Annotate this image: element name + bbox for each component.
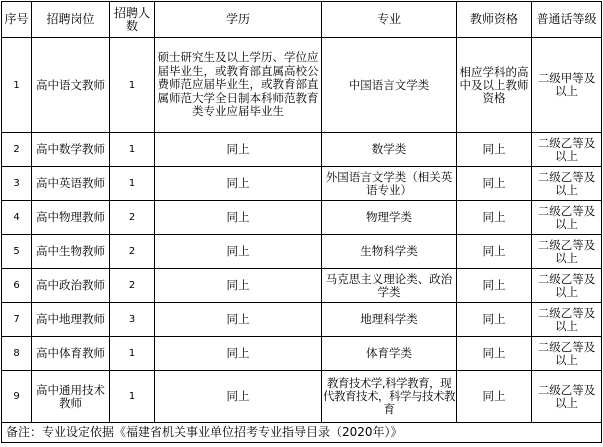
cell-education: 同上 [155,167,322,201]
cell-mandarin: 二级乙等及以上 [532,133,602,167]
header-row [2,2,602,38]
cell-position: 高中通用技术教师 [32,371,110,423]
header-position: 招聘岗位 [32,2,110,38]
cell-seq: 3 [2,167,32,201]
cell-position: 高中生物教师 [32,235,110,269]
cell-qualification: 同上 [457,133,532,167]
cell-qualification: 同上 [457,269,532,303]
note-row [2,423,602,443]
cell-position: 高中语文教师 [32,38,110,133]
cell-major: 体育学类 [322,337,457,371]
header-seq: 序号 [2,2,32,38]
cell-count: 1 [110,371,155,423]
cell-seq: 5 [2,235,32,269]
cell-qualification: 同上 [457,337,532,371]
cell-count: 2 [110,269,155,303]
cell-qualification: 同上 [457,201,532,235]
header-qualification: 教师资格 [457,2,532,38]
cell-count: 3 [110,303,155,337]
cell-education: 同上 [155,371,322,423]
cell-seq: 7 [2,303,32,337]
table-row [2,371,602,423]
cell-education: 同上 [155,235,322,269]
cell-seq: 1 [2,38,32,133]
cell-mandarin: 二级乙等及以上 [532,235,602,269]
cell-qualification: 同上 [457,303,532,337]
header-major: 专业 [322,2,457,38]
header-mandarin: 普通话等级 [532,2,602,38]
cell-mandarin: 二级乙等及以上 [532,371,602,423]
table-row [2,133,602,167]
cell-education: 同上 [155,201,322,235]
table-row [2,38,602,133]
cell-major: 中国语言文学类 [322,38,457,133]
cell-seq: 6 [2,269,32,303]
cell-education: 同上 [155,337,322,371]
header-education: 学历 [155,2,322,38]
table-row [2,201,602,235]
cell-major: 物理学类 [322,201,457,235]
table-note: 备注：专业设定依据《福建省机关事业单位招考专业指导目录（2020年）》 [2,423,602,443]
cell-seq: 2 [2,133,32,167]
cell-major: 外国语言文学类（相关英语专业） [322,167,457,201]
cell-qualification: 同上 [457,235,532,269]
cell-seq: 4 [2,201,32,235]
cell-major: 地理科学类 [322,303,457,337]
cell-mandarin: 二级甲等及以上 [532,38,602,133]
table-row [2,235,602,269]
cell-qualification: 相应学科的高中及以上教师资格 [457,38,532,133]
cell-count: 1 [110,38,155,133]
cell-seq: 9 [2,371,32,423]
cell-position: 高中数学教师 [32,133,110,167]
cell-count: 1 [110,133,155,167]
cell-position: 高中英语教师 [32,167,110,201]
recruitment-table [1,1,602,443]
cell-major: 生物科学类 [322,235,457,269]
table-row [2,337,602,371]
table-row [2,303,602,337]
cell-education: 同上 [155,133,322,167]
cell-position: 高中地理教师 [32,303,110,337]
cell-seq: 8 [2,337,32,371]
cell-count: 2 [110,235,155,269]
cell-major: 教育技术学,科学教育，现代教育技术，科学与技术教育 [322,371,457,423]
cell-mandarin: 二级乙等及以上 [532,201,602,235]
cell-mandarin: 二级乙等及以上 [532,269,602,303]
cell-qualification: 同上 [457,371,532,423]
cell-education: 硕士研究生及以上学历、学位应届毕业生，或教育部直属高校公费师范应届毕业生，或教育部直属师范大学全日制本科师范教育类专业应届毕业生 [155,38,322,133]
table-row [2,269,602,303]
cell-count: 2 [110,201,155,235]
cell-major: 数学类 [322,133,457,167]
cell-mandarin: 二级乙等及以上 [532,303,602,337]
cell-qualification: 同上 [457,167,532,201]
table-row [2,167,602,201]
cell-position: 高中体育教师 [32,337,110,371]
cell-education: 同上 [155,303,322,337]
cell-education: 同上 [155,269,322,303]
header-count: 招聘人数 [110,2,155,38]
cell-major: 马克思主义理论类、政治学类 [322,269,457,303]
cell-mandarin: 二级乙等及以上 [532,337,602,371]
cell-position: 高中物理教师 [32,201,110,235]
cell-mandarin: 二级乙等及以上 [532,167,602,201]
cell-position: 高中政治教师 [32,269,110,303]
cell-count: 1 [110,167,155,201]
cell-count: 1 [110,337,155,371]
